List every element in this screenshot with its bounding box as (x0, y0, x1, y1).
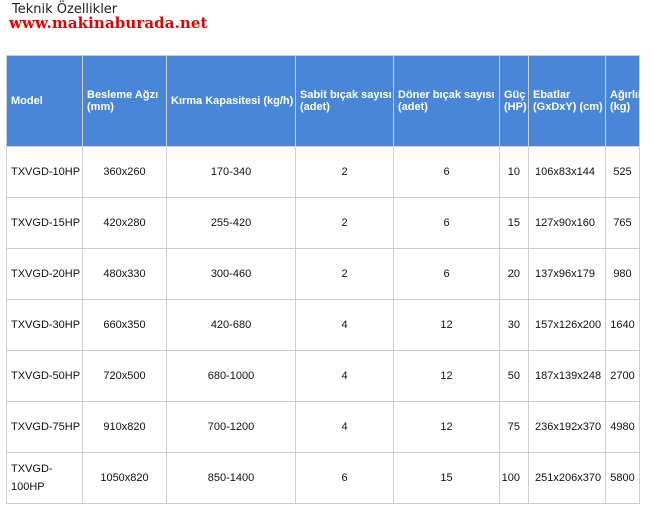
cell-model: TXVGD-20HP (7, 249, 83, 300)
table-row (7, 249, 640, 300)
site-watermark: www.makinaburada.net (9, 14, 208, 32)
cell-weight: 765 (606, 198, 640, 249)
cell-fixed-blades: 4 (296, 300, 394, 351)
cell-crushing-capacity: 700-1200 (167, 402, 296, 453)
cell-dimensions: 236x192x370 (529, 402, 606, 453)
header-crushing-capacity: Kırma Kapasitesi (kg/h) (167, 56, 296, 147)
cell-rotating-blades: 6 (394, 249, 500, 300)
cell-fixed-blades: 6 (296, 453, 394, 504)
cell-power: 50 (500, 351, 529, 402)
header-fixed-blades: Sabit bıçak sayısı (adet) (296, 56, 394, 147)
header-feed-opening: Besleme Ağzı (mm) (83, 56, 167, 147)
table-row (7, 198, 640, 249)
cell-model: TXVGD-50HP (7, 351, 83, 402)
cell-fixed-blades: 4 (296, 402, 394, 453)
spec-table-body (7, 147, 640, 504)
spec-table (6, 55, 645, 504)
cell-dimensions: 187x139x248 (529, 351, 606, 402)
cell-power: 20 (500, 249, 529, 300)
header-model: Model (7, 56, 83, 147)
cell-power: 30 (500, 300, 529, 351)
header-rotating-blades: Döner bıçak sayısı (adet) (394, 56, 500, 147)
cell-feed-opening: 720x500 (83, 351, 167, 402)
cell-weight: 980 (606, 249, 640, 300)
cell-weight: 1640 (606, 300, 640, 351)
cell-rotating-blades: 12 (394, 351, 500, 402)
cell-crushing-capacity: 300-460 (167, 249, 296, 300)
cell-crushing-capacity: 850-1400 (167, 453, 296, 504)
page-title: Teknik Özellikler (12, 2, 118, 17)
cell-fixed-blades: 2 (296, 198, 394, 249)
header-weight: Ağırlık (kg) (606, 56, 640, 147)
cell-model: TXVGD-15HP (7, 198, 83, 249)
cell-power: 10 (500, 147, 529, 198)
cell-fixed-blades: 2 (296, 249, 394, 300)
spec-table-header (7, 56, 645, 147)
cell-model: TXVGD-10HP (7, 147, 83, 198)
cell-weight: 525 (606, 147, 640, 198)
table-row (7, 147, 640, 198)
cell-rotating-blades: 12 (394, 300, 500, 351)
cell-dimensions: 157x126x200 (529, 300, 606, 351)
cell-model: TXVGD-100HP (7, 453, 83, 504)
cell-feed-opening: 660x350 (83, 300, 167, 351)
cell-crushing-capacity: 255-420 (167, 198, 296, 249)
cell-weight: 4980 (606, 402, 640, 453)
header-dimensions: Ebatlar (GxDxY) (cm) (529, 56, 606, 147)
cell-weight: 2700 (606, 351, 640, 402)
cell-weight: 5800 (606, 453, 640, 504)
cell-dimensions: 127x90x160 (529, 198, 606, 249)
cell-model: TXVGD-30HP (7, 300, 83, 351)
cell-fixed-blades: 2 (296, 147, 394, 198)
cell-feed-opening: 480x330 (83, 249, 167, 300)
cell-dimensions: 251x206x370 (529, 453, 606, 504)
cell-rotating-blades: 6 (394, 198, 500, 249)
table-row (7, 300, 640, 351)
cell-power: 15 (500, 198, 529, 249)
cell-dimensions: 106x83x144 (529, 147, 606, 198)
cell-dimensions: 137x96x179 (529, 249, 606, 300)
cell-rotating-blades: 6 (394, 147, 500, 198)
table-row (7, 351, 640, 402)
cell-rotating-blades: 15 (394, 453, 500, 504)
table-row (7, 453, 640, 504)
table-row (7, 402, 640, 453)
cell-rotating-blades: 12 (394, 402, 500, 453)
cell-fixed-blades: 4 (296, 351, 394, 402)
cell-model: TXVGD-75HP (7, 402, 83, 453)
header-row (7, 56, 640, 147)
cell-crushing-capacity: 420-680 (167, 300, 296, 351)
header-power: Güç (HP) (500, 56, 529, 147)
cell-power: 100 (500, 453, 529, 504)
cell-feed-opening: 360x260 (83, 147, 167, 198)
cell-feed-opening: 910x820 (83, 402, 167, 453)
cell-crushing-capacity: 680-1000 (167, 351, 296, 402)
cell-feed-opening: 1050x820 (83, 453, 167, 504)
cell-feed-opening: 420x280 (83, 198, 167, 249)
cell-power: 75 (500, 402, 529, 453)
cell-crushing-capacity: 170-340 (167, 147, 296, 198)
